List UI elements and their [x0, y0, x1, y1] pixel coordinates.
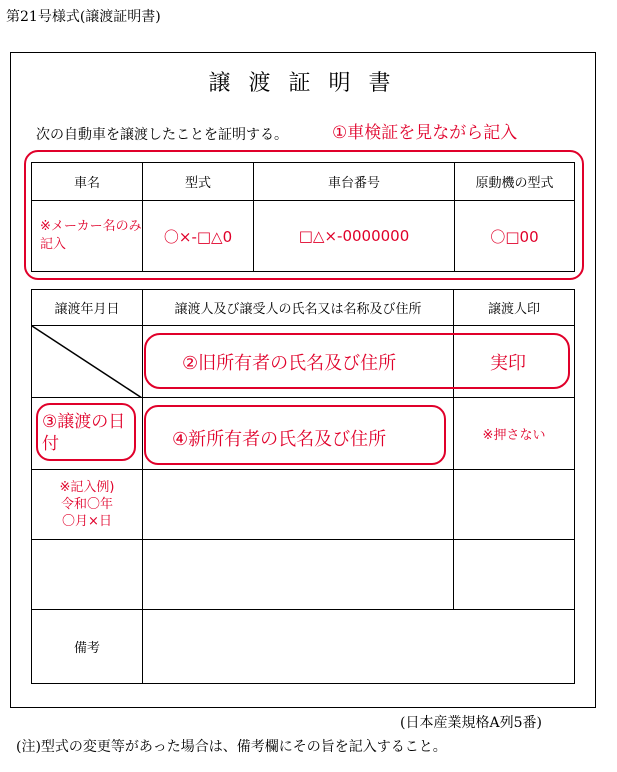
highlight-old-owner: [144, 333, 570, 389]
instruction-step4: ④新所有者の氏名及び住所: [172, 429, 387, 450]
header-chassis-number: 車台番号: [254, 163, 455, 201]
remarks-label: 備考: [32, 610, 143, 684]
instruction-step1: ①車検証を見ながら記入: [332, 123, 518, 143]
header-names-addresses: 譲渡人及び譲受人の氏名又は名称及び住所: [143, 290, 454, 326]
empty-cell: [454, 540, 575, 610]
form-label: 第21号様式(譲渡証明書): [6, 9, 161, 25]
no-seal-note: ※押さない: [454, 398, 575, 470]
footer-note: (注)型式の変更等があった場合は、備考欄にその旨を記入すること。: [16, 739, 447, 755]
highlight-vehicle-info: [24, 150, 584, 280]
empty-cell: [143, 540, 454, 610]
value-engine-model: 〇□00: [455, 201, 575, 272]
example-line2: 令和〇年: [60, 497, 113, 512]
seal-instruction: 実印: [490, 353, 526, 374]
value-chassis-number: □△×-0000000: [254, 201, 455, 272]
empty-cell: [143, 470, 454, 540]
header-engine-model: 原動機の型式: [455, 163, 575, 201]
example-line1: ※記入例): [59, 480, 115, 495]
example-line3: 〇月×日: [62, 514, 112, 529]
paper-standard: (日本産業規格A列5番): [400, 715, 542, 731]
instruction-step3: ③譲渡の日付: [42, 412, 126, 454]
example-date-cell: [32, 470, 143, 540]
intro-text: 次の自動車を譲渡したことを証明する。: [36, 127, 288, 143]
diagonal-cell: [32, 326, 143, 398]
empty-cell: [454, 470, 575, 540]
instruction-step2: ②旧所有者の氏名及び住所: [182, 353, 397, 374]
header-transfer-date: 譲渡年月日: [32, 290, 143, 326]
highlight-new-owner: [144, 405, 446, 465]
empty-cell: [32, 540, 143, 610]
remarks-cell: [143, 610, 575, 684]
header-model: 型式: [143, 163, 254, 201]
diagonal-slash: [32, 326, 142, 398]
value-model: 〇×-□△0: [143, 201, 254, 272]
header-transferor-seal: 譲渡人印: [454, 290, 575, 326]
highlight-transfer-date: [36, 403, 136, 461]
value-car-name: ※メーカー名のみ記入: [32, 201, 143, 272]
page-title: 譲渡証明書: [208, 71, 409, 96]
header-car-name: 車名: [32, 163, 143, 201]
